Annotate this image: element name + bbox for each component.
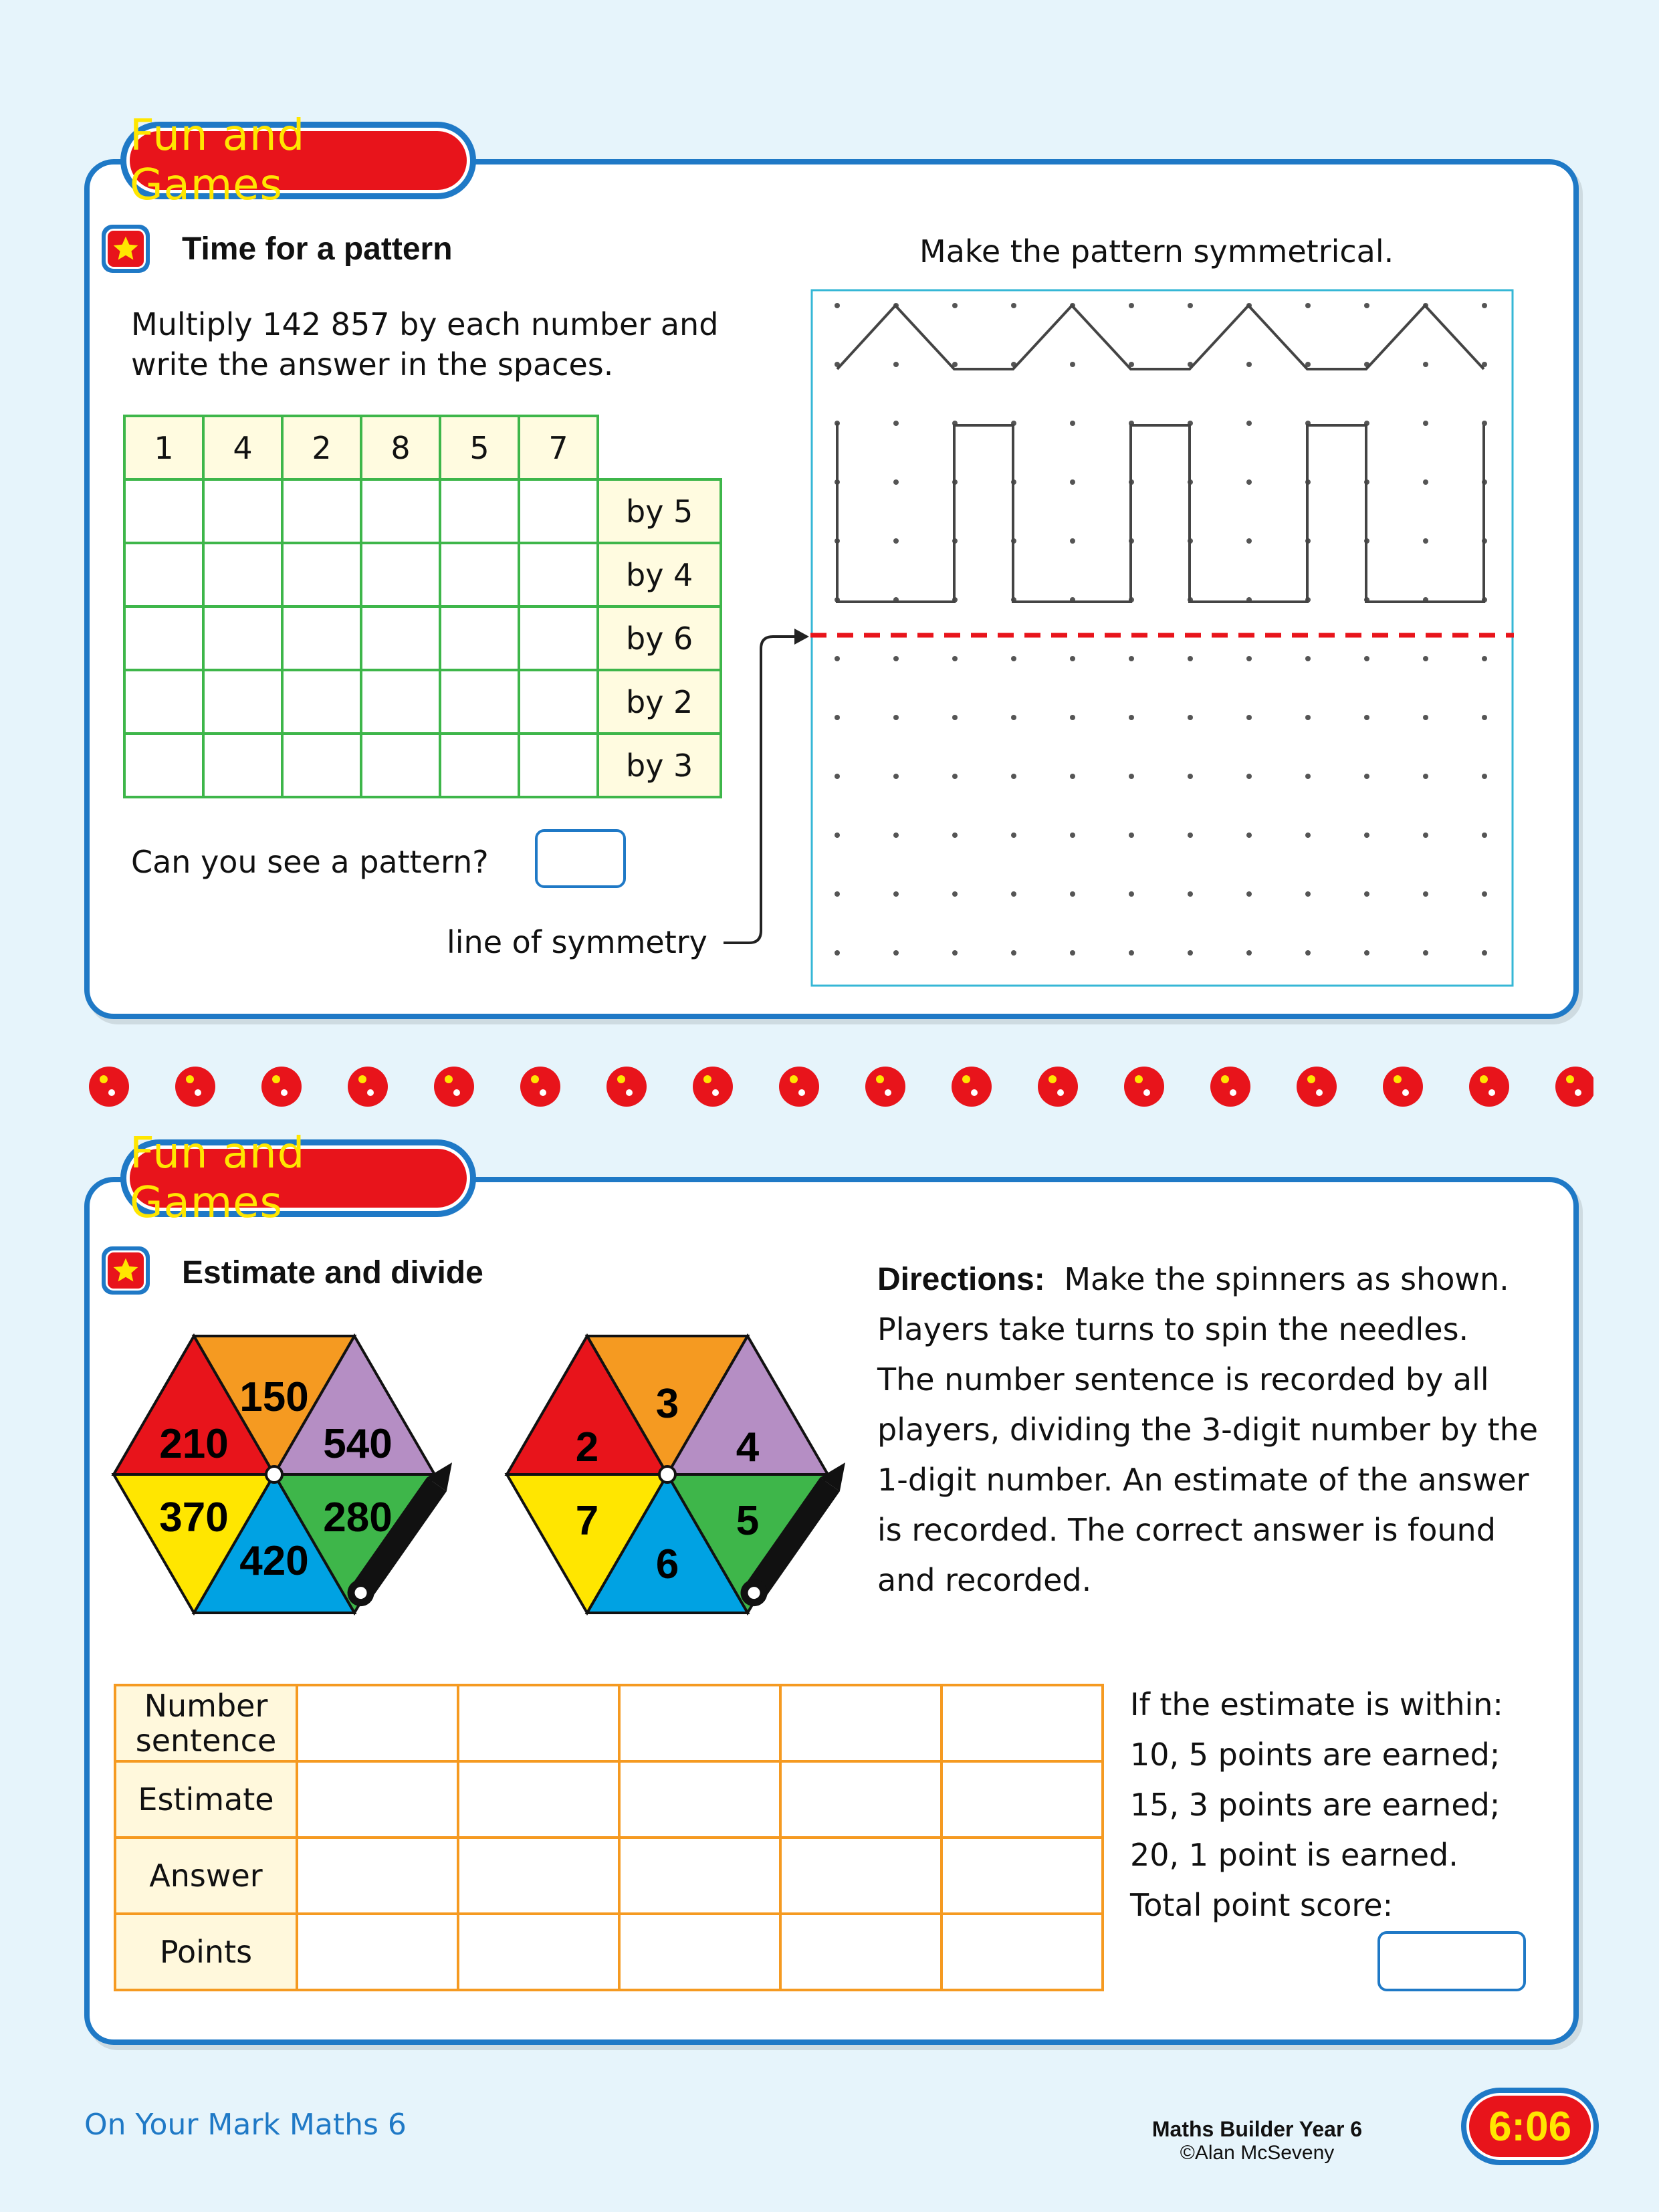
record-cell[interactable]: [619, 1838, 780, 1914]
grid-dot: [1246, 362, 1252, 367]
grid-dot: [1482, 833, 1487, 838]
grid-dot: [952, 833, 958, 838]
directions-line: Make the spinners as shown.: [1064, 1261, 1509, 1297]
answer-cell[interactable]: [282, 734, 361, 797]
grid-dot: [893, 774, 899, 779]
grid-dot: [1305, 891, 1311, 897]
grid-dot: [1070, 362, 1075, 367]
grid-dot: [1188, 891, 1193, 897]
star-icon: [111, 1256, 140, 1285]
answer-cell[interactable]: [203, 479, 282, 543]
record-cell[interactable]: [297, 1838, 458, 1914]
digit-cell: 1: [124, 416, 203, 479]
grid-dot: [1188, 833, 1193, 838]
grid-dot: [835, 656, 840, 661]
grid-dot: [1188, 950, 1193, 956]
red-dot: [693, 1067, 733, 1107]
grid-dot: [1423, 656, 1428, 661]
row-label: Number sentence: [115, 1685, 297, 1761]
grid-dot: [1423, 421, 1428, 426]
scoring-line: Total point score:: [1130, 1887, 1394, 1923]
grid-dot: [1305, 950, 1311, 956]
grid-dot: [1070, 774, 1075, 779]
grid-dot: [1482, 421, 1487, 426]
grid-dot: [893, 479, 899, 485]
multiplier-label: by 6: [598, 606, 721, 670]
grid-dot: [1246, 833, 1252, 838]
symmetry-instruction: Make the pattern symmetrical.: [919, 233, 1394, 269]
grid-dot: [1305, 833, 1311, 838]
directions-line: is recorded. The correct answer is found: [877, 1512, 1496, 1548]
multiplier-label: by 5: [598, 479, 721, 543]
copyright: ©Alan McSeveny: [1180, 2142, 1335, 2164]
spinner-one-digit[interactable]: [500, 1324, 861, 1632]
grid-dot: [1423, 774, 1428, 779]
scoring-line: 15, 3 points are earned;: [1130, 1787, 1501, 1823]
grid-dot: [1364, 303, 1369, 308]
grid-dot: [893, 833, 899, 838]
red-dot: [779, 1067, 819, 1107]
row-label: Points: [115, 1914, 297, 1990]
grid-dot: [1070, 656, 1075, 661]
red-dot: [1383, 1067, 1423, 1107]
red-dot: [520, 1067, 560, 1107]
grid-dot: [1011, 833, 1016, 838]
answer-cell[interactable]: [282, 670, 361, 734]
page-number: 6:06: [1466, 2093, 1593, 2160]
grid-dot: [835, 303, 840, 308]
grid-dot: [1423, 891, 1428, 897]
answer-cell[interactable]: [124, 543, 203, 606]
red-dot: [865, 1067, 905, 1107]
record-cell[interactable]: [942, 1685, 1103, 1761]
section-heading: Time for a pattern: [182, 231, 453, 267]
digit-cell: 4: [203, 416, 282, 479]
grid-dot: [1423, 715, 1428, 720]
multiplication-grid: [123, 415, 722, 798]
red-dot: [261, 1067, 302, 1107]
digit-cell: 7: [519, 416, 598, 479]
total-score-box[interactable]: [1377, 1931, 1526, 1991]
directions-line: 1-digit number. An estimate of the answer: [877, 1462, 1529, 1498]
directions-line: and recorded.: [877, 1562, 1092, 1598]
grid-dot: [1188, 715, 1193, 720]
grid-dot: [1246, 715, 1252, 720]
grid-dot: [1364, 656, 1369, 661]
book-credit: [1143, 2117, 1371, 2165]
red-dot: [89, 1067, 129, 1107]
grid-dot: [1129, 656, 1134, 661]
grid-dot: [1482, 891, 1487, 897]
star-badge: [102, 1246, 150, 1295]
scoring-line: 10, 5 points are earned;: [1130, 1737, 1501, 1773]
spinner-three-digit[interactable]: [107, 1324, 468, 1632]
pattern-question: Can you see a pattern?: [131, 844, 489, 880]
spinner-number: 4: [736, 1424, 760, 1470]
answer-cell[interactable]: [124, 479, 203, 543]
dot-divider: [89, 1063, 1593, 1110]
grid-dot: [952, 303, 958, 308]
grid-dot: [1364, 833, 1369, 838]
grid-dot: [1246, 950, 1252, 956]
record-cell[interactable]: [619, 1914, 780, 1990]
grid-dot: [1482, 950, 1487, 956]
grid-dot: [1246, 774, 1252, 779]
grid-dot: [1423, 950, 1428, 956]
spinner-number: 2: [575, 1424, 599, 1470]
spinner-number: 3: [655, 1381, 679, 1427]
instruction-line: write the answer in the spaces.: [131, 346, 614, 382]
grid-dot: [952, 950, 958, 956]
directions-line: The number sentence is recorded by all: [877, 1361, 1489, 1398]
grid-dot: [1423, 362, 1428, 367]
spinner-number: 6: [655, 1541, 679, 1587]
grid-dot: [1011, 950, 1016, 956]
digit-cell: 2: [282, 416, 361, 479]
answer-cell[interactable]: [440, 606, 519, 670]
section-tab: [120, 111, 476, 210]
grid-dot: [1423, 833, 1428, 838]
star-icon: [111, 234, 140, 263]
grid-dot: [1423, 538, 1428, 544]
instruction-line: Multiply 142 857 by each number and: [131, 306, 719, 342]
grid-dot: [893, 421, 899, 426]
grid-dot: [1011, 715, 1016, 720]
grid-dot: [835, 891, 840, 897]
book-title: Maths Builder Year 6: [1151, 2117, 1363, 2141]
answer-cell[interactable]: [203, 543, 282, 606]
grid-dot: [893, 362, 899, 367]
grid-dot: [1246, 538, 1252, 544]
answer-cell[interactable]: [124, 670, 203, 734]
red-dot: [1469, 1067, 1509, 1107]
grid-dot: [1070, 950, 1075, 956]
grid-dot: [1011, 774, 1016, 779]
record-cell[interactable]: [619, 1761, 780, 1838]
answer-cell[interactable]: [361, 479, 440, 543]
grid-dot: [1364, 950, 1369, 956]
answer-cell[interactable]: [203, 670, 282, 734]
red-dot: [952, 1067, 992, 1107]
answer-cell[interactable]: [519, 479, 598, 543]
star-badge: [102, 225, 150, 273]
row-label: Answer: [115, 1838, 297, 1914]
symmetry-arrow: [715, 622, 816, 956]
grid-dot: [1305, 715, 1311, 720]
red-dot: [1297, 1067, 1337, 1107]
grid-dot: [1482, 656, 1487, 661]
spinner-number: 280: [323, 1495, 393, 1541]
answer-cell[interactable]: [361, 606, 440, 670]
grid-dot: [1070, 538, 1075, 544]
scoring-rules: [1130, 1680, 1503, 1930]
record-cell[interactable]: [780, 1914, 942, 1990]
grid-dot: [893, 891, 899, 897]
record-cell[interactable]: [619, 1685, 780, 1761]
grid-dot: [1129, 950, 1134, 956]
answer-cell[interactable]: [440, 543, 519, 606]
grid-dot: [1482, 303, 1487, 308]
red-dot: [1555, 1067, 1593, 1107]
answer-cell[interactable]: [282, 606, 361, 670]
record-cell[interactable]: [942, 1914, 1103, 1990]
grid-dot: [1070, 891, 1075, 897]
answer-cell[interactable]: [519, 734, 598, 797]
grid-dot: [952, 715, 958, 720]
record-cell[interactable]: [942, 1761, 1103, 1838]
section-heading: Estimate and divide: [182, 1255, 483, 1291]
spinner-number: 5: [736, 1498, 760, 1544]
spinner-number: 7: [575, 1498, 599, 1544]
section-tab-label: Fun and Games: [126, 128, 470, 193]
red-dot: [606, 1067, 647, 1107]
directions-line: players, dividing the 3-digit number by the: [877, 1412, 1539, 1448]
grid-dot: [1070, 715, 1075, 720]
record-cell[interactable]: [297, 1914, 458, 1990]
grid-dot: [1129, 303, 1134, 308]
grid-dot: [1305, 774, 1311, 779]
pattern-answer-box[interactable]: [535, 829, 626, 888]
record-cell[interactable]: [780, 1685, 942, 1761]
record-cell[interactable]: [458, 1685, 619, 1761]
scoring-line: 20, 1 point is earned.: [1130, 1837, 1458, 1873]
answer-cell[interactable]: [440, 670, 519, 734]
row-label: Estimate: [115, 1761, 297, 1838]
grid-dot: [1011, 303, 1016, 308]
grid-dot: [1070, 479, 1075, 485]
answer-cell[interactable]: [282, 543, 361, 606]
grid-dot: [1129, 774, 1134, 779]
answer-cell[interactable]: [361, 670, 440, 734]
spinner-number: 540: [323, 1421, 393, 1467]
grid-dot: [1246, 656, 1252, 661]
grid-dot: [893, 950, 899, 956]
answer-cell[interactable]: [440, 479, 519, 543]
grid-dot: [1482, 715, 1487, 720]
red-dot: [434, 1067, 474, 1107]
grid-dot: [1070, 421, 1075, 426]
red-dot: [1038, 1067, 1078, 1107]
grid-dot: [893, 715, 899, 720]
record-cell[interactable]: [458, 1838, 619, 1914]
grid-dot: [835, 833, 840, 838]
red-dot: [1210, 1067, 1250, 1107]
grid-dot: [893, 656, 899, 661]
grid-dot: [1305, 303, 1311, 308]
grid-dot: [1364, 891, 1369, 897]
grid-dot: [1482, 774, 1487, 779]
multiplier-label: by 4: [598, 543, 721, 606]
red-dot: [175, 1067, 215, 1107]
grid-dot: [952, 774, 958, 779]
grid-dot: [1246, 891, 1252, 897]
grid-dot: [1011, 891, 1016, 897]
answer-cell[interactable]: [203, 734, 282, 797]
game-record-table: [114, 1684, 1104, 1991]
answer-cell[interactable]: [361, 543, 440, 606]
grid-dot: [893, 538, 899, 544]
multiplier-label: by 3: [598, 734, 721, 797]
section-tab-label: Fun and Games: [126, 1145, 470, 1211]
series-title: On Your Mark Maths 6: [84, 2108, 407, 2142]
directions-line: Players take turns to spin the needles.: [877, 1311, 1469, 1347]
grid-dot: [1305, 656, 1311, 661]
spinner-number: 150: [239, 1374, 309, 1420]
record-cell[interactable]: [780, 1838, 942, 1914]
grid-dot: [1011, 656, 1016, 661]
spinner-number: 370: [159, 1495, 229, 1541]
grid-dot: [1188, 774, 1193, 779]
grid-dot: [1129, 891, 1134, 897]
record-cell[interactable]: [942, 1838, 1103, 1914]
answer-cell[interactable]: [124, 606, 203, 670]
record-cell[interactable]: [780, 1761, 942, 1838]
grid-dot: [835, 950, 840, 956]
scoring-line: If the estimate is within:: [1130, 1686, 1503, 1723]
digit-cell: 8: [361, 416, 440, 479]
answer-cell[interactable]: [519, 670, 598, 734]
grid-dot: [1364, 715, 1369, 720]
dot-grid[interactable]: [810, 289, 1514, 987]
grid-dot: [1188, 303, 1193, 308]
grid-dot: [952, 891, 958, 897]
directions-label: Directions:: [877, 1262, 1045, 1297]
red-dot: [348, 1067, 388, 1107]
red-dot: [1124, 1067, 1164, 1107]
record-cell[interactable]: [458, 1914, 619, 1990]
grid-dot: [1070, 833, 1075, 838]
record-cell[interactable]: [458, 1761, 619, 1838]
section-tab: [120, 1129, 476, 1228]
answer-cell[interactable]: [519, 543, 598, 606]
multiplier-label: by 2: [598, 670, 721, 734]
grid-dot: [1246, 479, 1252, 485]
answer-cell[interactable]: [440, 734, 519, 797]
answer-cell[interactable]: [203, 606, 282, 670]
answer-cell[interactable]: [519, 606, 598, 670]
grid-dot: [952, 656, 958, 661]
record-cell[interactable]: [297, 1761, 458, 1838]
answer-cell[interactable]: [282, 479, 361, 543]
spinner-number: 420: [239, 1538, 309, 1584]
directions: [877, 1254, 1566, 1606]
spinner-number: 210: [159, 1421, 229, 1467]
grid-dot: [1129, 715, 1134, 720]
grid-dot: [1423, 479, 1428, 485]
record-cell[interactable]: [297, 1685, 458, 1761]
page-number-badge: [1461, 2088, 1599, 2165]
answer-cell[interactable]: [124, 734, 203, 797]
grid-dot: [835, 774, 840, 779]
grid-dot: [1188, 656, 1193, 661]
grid-dot: [835, 715, 840, 720]
grid-dot: [1129, 833, 1134, 838]
grid-dot: [1364, 774, 1369, 779]
grid-dot: [1246, 421, 1252, 426]
answer-cell[interactable]: [361, 734, 440, 797]
symmetry-label: line of symmetry: [447, 924, 707, 960]
digit-cell: 5: [440, 416, 519, 479]
